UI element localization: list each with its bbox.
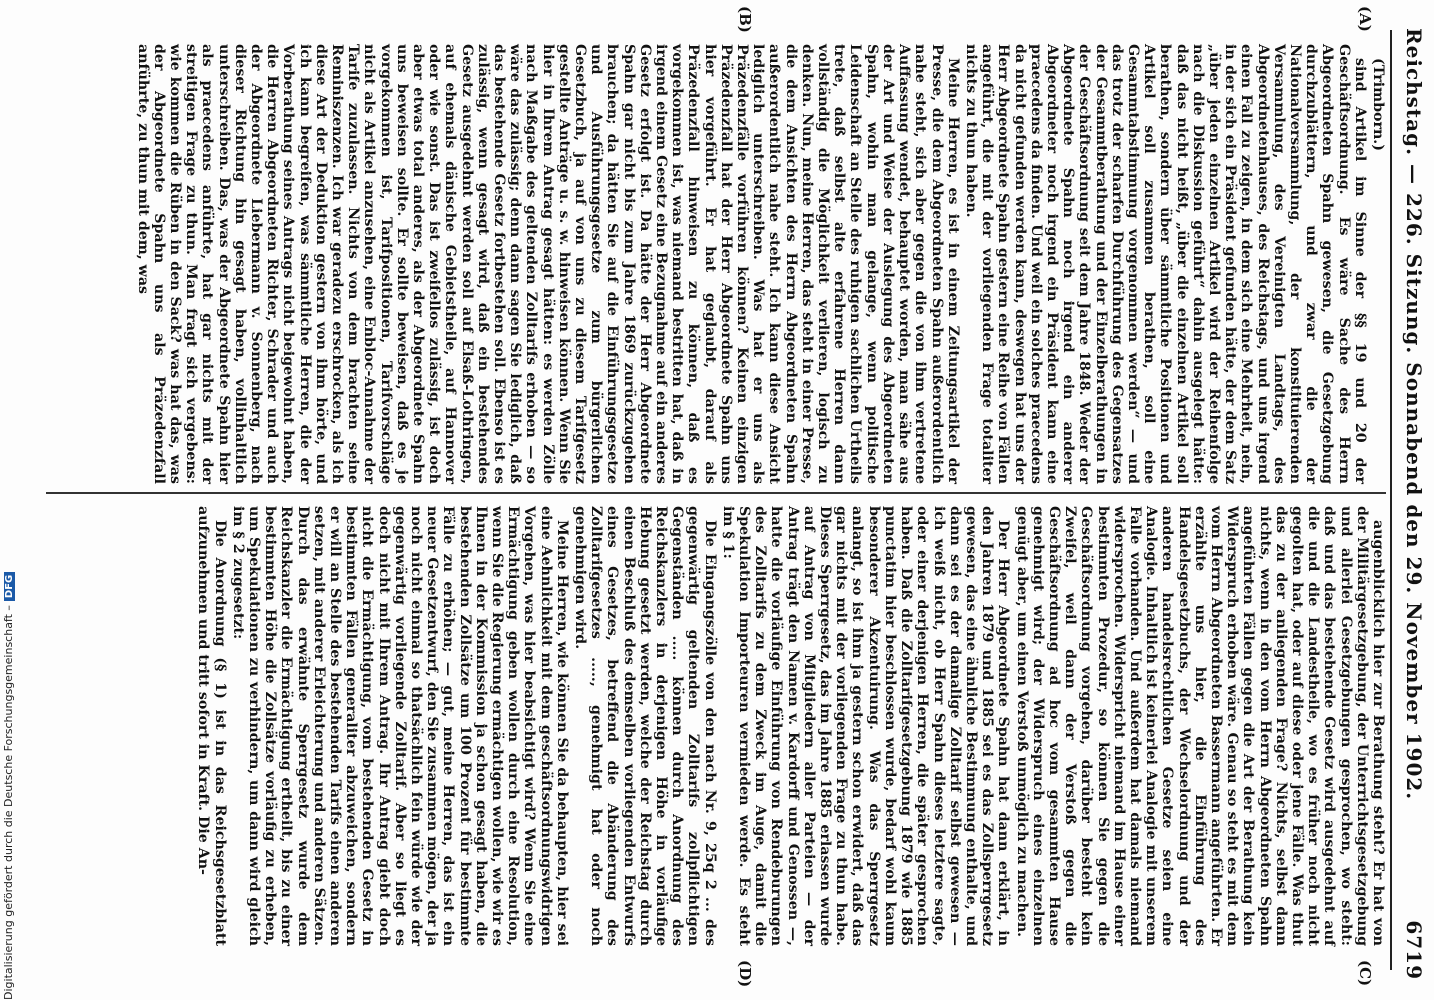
quotation: Die Eingangszölle von den nach Nr. 9, 25q 2 ... des gegenwärtig geltenden Zolltarifs zollpflichtigen Gegenständen ..... können durch Anordnung des Reichskanzlers in derjenigen Höhe in vorläufige Hebung gesetzt werden, welche der Reichstag durch einen Beschluß des demselben vorliegenden Entwurfs eines Gesetzes, betreffend die Abänderung des Zolltarifgesetzes ....., genehmigt hat oder noch genehmigen wird. <box>572 506 718 946</box>
column-right <box>193 506 1386 946</box>
page-header <box>1394 8 1428 988</box>
digitization-credit <box>2 572 15 1000</box>
paragraph: augenblicklich hier zur Berathung steht? Er hat von der Militärgesetzgebung, der Unterrichtsgesetzgebung und allerlei Gesetzgebungen gesprochen, wo steht: daß und das bestehende Gesetz wird ausgedehnt auf die und die Landestheile, wo es früher noch nicht gegolten hat, oder auf diese oder jene Fälle. Was thut das zu der anliegenden Frage? Nichts, selbst dann nichts, wenn in den vom Herrn Abgeordneten Spahn angeführten Fällen gegen die Art der Berathung kein Widerspruch erhoben wäre. Genau so steht es mit dem vom Herrn Abgeordneten Bassermann angeführten. Er erzählte uns hier, die Einführung des Handelsgesetzbuchs, der Wechselordnung und der anderen handelsrechtlichen Gesetze seien eine Analogie. Inhaltlich ist keinerlei Analogie mit unserem Falle vorhanden. Und außerdem hat damals niemand widersprochen. Widerspricht niemand im Hause einer bestimmten Prozedur, so können Sie gegen die Geschäftsordnung vorgehen, darüber besteht kein Zweifel, weil dann der Verstoß gegen die Geschäftsordnung ad hoc vom gesammten Hause genehmigt wird; der Widerspruch eines einzelnen genügt aber, um einen Verstoß unmöglich zu machen. <box>1013 506 1386 946</box>
paragraph: Meine Herren, es ist in einem Zeitungsartikel der Presse, die dem Abgeordneten Spahn außerordentlich nahe steht, sich aber gegen die von ihm vertretene Auffassung wendet, behauptet worden, man sähe aus der Art und Weise der Auslegung des Abgeordneten Spahn, wohin man gelange, wenn politische Leidenschaft an Stelle des ruhigen sachlichen Urtheils trete, daß selbst alte erfahrene Herren dann vollständig die Möglichkeit verlieren, logisch zu denken. Nun, meine Herren, das steht in einer Presse, die dem Ansichten des Herrn Abgeordneten Spahn außerordentlich nahe steht. Ich kann diese Ansicht lediglich unterschreiben. Was hat er uns als Präzedenzfälle vorführen können? Keinen einzigen Präzedenzfall hat der Herr Abgeordnete Spahn uns hier vorgeführt. Er hat geglaubt, darauf als Präzedenzfall hinweisen zu können, daß es vorgekommen ist, was niemand bestritten hat, daß in irgend einem Gesetz eine Bezugnahme auf ein anderes Gesetz erfolgt ist. Da hätte der Herr Abgeordnete Spahn gar nicht bis zum Jahre 1869 zurückzugehen brauchen; da hätten Sie auf die Einführungsgesetze und Ausführungsgesetze zum bürgerlichen Gesetzbuch, ja auf von uns zu diesem Tarifgesetz gestellte Anträge u. s. w. hinweisen können. Wenn Sie hier in Ihrem Antrag gesagt hätten: es werden Zölle nach Maßgabe des geltenden Zolltarifs erhoben — so wäre das zulässig; denn dann sagen Sie lediglich, daß das bestehende Gesetz fortbestehen soll. Ebenso ist es zulässig, wenn gesagt wird, daß ein bestehendes Gesetz ausgedehnt werden soll auf Elsaß-Lothringen, auf ehemals dänische Gebietstheile, auf Hannover oder wie sonst. Das ist zweifellos zulässig, ist doch aber etwas total anderes, als der Abgeordnete Spahn uns beweisen sollte. Er sollte beweisen, daß es je vorgekommen ist, Tarifpositionen, Tarifvorschläge nicht als Artikel anzusehen, eine Enbloc-Annahme der Tarife zuzulassen. Nichts von dem brachten seine Reminiszenzen. Ich war geradezu erschrocken, als ich diese Art der Deduktion gestern von ihm hörte, und ich kann begreifen, was sämmtliche Herren, die der Vorberathung seines Antrags nicht beigewohnt haben, die Herren Abgeordneten Richter, Schrader und auch der Abgeordnete Liebermann v. Sonnenberg, nach dieser Richtung hin gesagt haben, vollinhaltlich unterschreiben. Das, was der Abgeordnete Spahn hier als praecedens anführte, hat gar nichts mit der streitigen Frage zu thun. Man fragt sich vergebens: wie kommen die Rüben in den Sack? was hat das, was der Abgeordnete Spahn uns als Präzedenzfall anführte, zu thun mit dem, was <box>134 44 961 484</box>
running-head: Reichstag. — 226. Sitzung. Sonnabend den 29. November 1902. <box>1402 28 1426 801</box>
header-rule <box>1390 30 1392 970</box>
dfg-logo: DFG <box>4 572 15 601</box>
page-number: 6719 <box>1402 920 1426 980</box>
paragraph: Der Herr Abgeordnete Spahn hat dann erklärt, in den Jahren 1879 und 1885 sei es das Zollsperrgesetz gewesen, das eine ähnliche Bestimmung enthalte, und dann sei es der damalige Zolltarif selbst gewesen — ich weiß nicht, ob Herr Spahn dieses letztere sagte, oder einer derjenigen Herren, die später gesprochen haben. Daß die Zolltarifgesetzgebung 1879 wie 1885 punctatim hier beschlossen wurde, bedarf wohl kaum besonderer Akzentuirung. Was das Sperrgesetz anlangt, so ist ihm ja gestern schon erwidert, daß das gar nichts mit der vorliegenden Frage zu thun habe. Dieses Sperrgesetz, das im Jahre 1885 erlassen wurde auf Antrag von Mitgliedern aller Parteien — der Antrag trägt den Namen v. Kardorff und Genossen —, hatte die vorläufige Einführung von Rendeburungen des Zolltarifs zu dem Zweck im Auge, damit die Spekulation Importeuren vermieden werde. Es steht im § 1: <box>719 506 1012 946</box>
paragraph: sind Artikel im Sinne der §§ 19 und 20 der Geschäftsordnung. Es wäre Sache des Herrn Abgeordneten Spahn gewesen, die Gesetzgebung durchzublättern, und zwar die der Nationalversammlung, der konstituierenden Versammlung, des Vereinigten Landtags, des Abgeordnetenhauses, des Reichstags, und uns irgend einen Fall zu zeigen, in dem sich eine Mehrheit, nein, in der sich ein Präsident gefunden hätte, der dem Satz „über jeden einzelnen Artikel wird der Reihenfolge nach die Diskussion geführt“ dahin ausgelegt hätte: daß das nicht heißt, „über die einzelnen Artikel soll berathen, sondern über sämmtliche Positionen und Artikel soll zusammen berathen, soll eine Gesammtabstimmung vorgenommen werden“ — und das trotz der scharfen Durchführung des Gegensatzes der Gesammtberathung und der Einzelberathungen in der Geschäftsordnung seit dem Jahre 1848. Weder der Abgeordnete Spahn noch irgend ein anderer Abgeordneter noch irgend ein Präsident kann eine praecedens da finden. Und weil ein solches praecedens da nicht gefunden werden kann, deswegen hat uns der Herr Abgeordnete Spahn gestern eine Reihe von Fällen angeführt, die mit der vorliegenden Frage totaliter nichts zu thun haben. <box>962 44 1368 484</box>
column-left <box>132 44 1386 484</box>
paragraph: Meine Herren, wie können Sie da behaupten, hier sei eine Aehnlichkeit mit dem geschäftsordnungswidrigen Vorgehen, was hier beabsichtigt wird? Wenn Sie eine Ermächtigung geben wollen durch eine Resolution, wenn Sie die Regierung ermächtigen wollen, wie wir es Ihnen in der Kommission ja schon gesagt haben, die bestehenden Zollsätze um 100 Prozent für bestimmte Fälle zu erhöhen; — gut, meine Herren, das ist ein neuer Gesetzentwurf, den Sie zusammen mögen, der ja noch nicht einmal so thatsächlich fein würde wie der gegenwärtig vorliegende Zolltarif. Aber so liegt es doch nicht mit Ihrem Antrag. Ihr Antrag giebt doch nicht die Ermächtigung, vom bestehenden Gesetz in bestimmten Fällen generaliter abzuweichen, sondern er will an Stelle des bestehenden Tarifs einen anderen setzen, mit anderer Erleichterung und anderen Sätzen. Durch das erwähnte Sperrgesetz wurde dem Reichskanzler die Ermächtigung ertheilt, bis zu einer bestimmten Höhe die Zollsätze vorläufig zu erheben, um Spekulationen zu verhindern, um dann wird gleich im § 2 zugesetzt: <box>229 506 570 946</box>
margin-mark-d: (D) <box>736 960 754 988</box>
credit-text: Digitalisierung gefördert durch die Deutsche Forschungsgemeinschaft – <box>2 605 15 1000</box>
margin-mark-a: (A) <box>1356 6 1374 32</box>
paragraph: Die Anordnung (§ 1) ist in das Reichsgesetzblatt aufzunehmen und tritt sofort in Kraft. Die An- <box>195 506 228 946</box>
margin-mark-c: (C) <box>1356 960 1374 987</box>
column-separator <box>46 492 1386 494</box>
margin-mark-b: (B) <box>736 6 754 33</box>
speaker-label: (Trimborn.) <box>1370 58 1386 151</box>
